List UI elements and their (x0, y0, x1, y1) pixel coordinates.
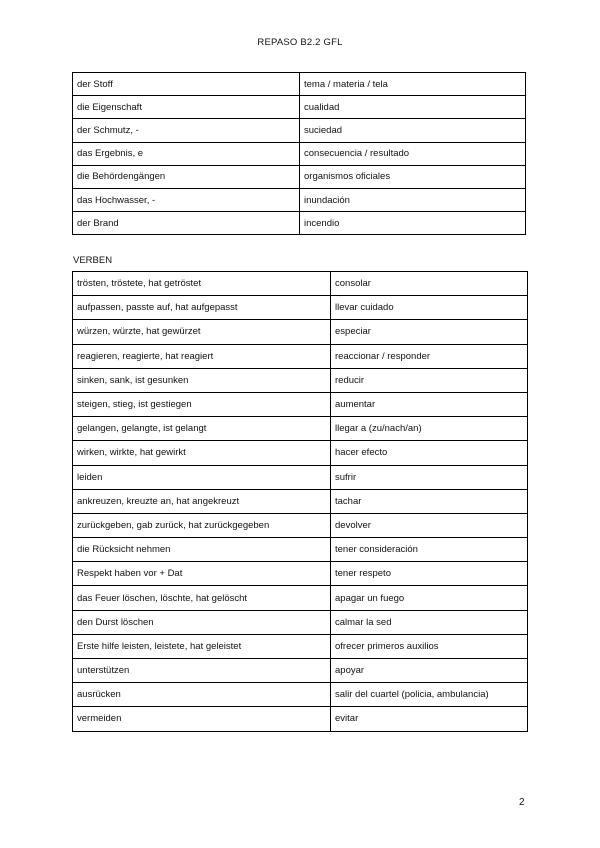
table-row (73, 683, 528, 707)
spanish-translation: inundación (300, 188, 526, 211)
spanish-translation: reaccionar / responder (331, 344, 528, 368)
german-term: der Stoff (73, 73, 300, 96)
table-row (73, 142, 526, 165)
table-row (73, 707, 528, 731)
spanish-translation: cualidad (300, 96, 526, 119)
page-number: 2 (519, 797, 525, 808)
spanish-translation: llevar cuidado (331, 296, 528, 320)
german-verb: vermeiden (73, 707, 331, 731)
german-verb: zurückgeben, gab zurück, hat zurückgegeben (73, 513, 331, 537)
german-verb: unterstützen (73, 659, 331, 683)
german-verb: würzen, würzte, hat gewürzet (73, 320, 331, 344)
german-verb: Respekt haben vor + Dat (73, 562, 331, 586)
spanish-translation: apagar un fuego (331, 586, 528, 610)
spanish-translation: suciedad (300, 119, 526, 142)
spanish-translation: consecuencia / resultado (300, 142, 526, 165)
german-verb: den Durst löschen (73, 610, 331, 634)
spanish-translation: llegar a (zu/nach/an) (331, 417, 528, 441)
german-verb: das Feuer löschen, löschte, hat gelöscht (73, 586, 331, 610)
german-verb: steigen, stieg, ist gestiegen (73, 392, 331, 416)
table-row (73, 659, 528, 683)
table-row (73, 119, 526, 142)
german-term: die Behördengängen (73, 165, 300, 188)
spanish-translation: salir del cuartel (policia, ambulancia) (331, 683, 528, 707)
german-verb: wirken, wirkte, hat gewirkt (73, 441, 331, 465)
page-title: REPASO B2.2 GFL (257, 37, 343, 48)
spanish-translation: devolver (331, 513, 528, 537)
table-row (73, 586, 528, 610)
spanish-translation: tener consideración (331, 538, 528, 562)
table-row (73, 212, 526, 235)
table-row (73, 344, 528, 368)
spanish-translation: evitar (331, 707, 528, 731)
german-verb: gelangen, gelangte, ist gelangt (73, 417, 331, 441)
german-term: der Schmutz, - (73, 119, 300, 142)
table-row (73, 272, 528, 296)
spanish-translation: incendio (300, 212, 526, 235)
table-row (73, 465, 528, 489)
german-verb: sinken, sank, ist gesunken (73, 368, 331, 392)
spanish-translation: especiar (331, 320, 528, 344)
table-row (73, 562, 528, 586)
german-verb: leiden (73, 465, 331, 489)
spanish-translation: apoyar (331, 659, 528, 683)
spanish-translation: aumentar (331, 392, 528, 416)
german-verb: aufpassen, passte auf, hat aufgepasst (73, 296, 331, 320)
table-row (73, 96, 526, 119)
spanish-translation: tema / materia / tela (300, 73, 526, 96)
spanish-translation: ofrecer primeros auxilios (331, 634, 528, 658)
table-row (73, 368, 528, 392)
spanish-translation: tener respeto (331, 562, 528, 586)
spanish-translation: organismos oficiales (300, 165, 526, 188)
german-verb: ausrücken (73, 683, 331, 707)
spanish-translation: sufrir (331, 465, 528, 489)
german-term: die Eigenschaft (73, 96, 300, 119)
table-row (73, 165, 526, 188)
spanish-translation: tachar (331, 489, 528, 513)
spanish-translation: hacer efecto (331, 441, 528, 465)
table-row (73, 73, 526, 96)
table-row (73, 610, 528, 634)
table-row (73, 489, 528, 513)
german-verb: Erste hilfe leisten, leistete, hat geleistet (73, 634, 331, 658)
table-row (73, 634, 528, 658)
table-row (73, 417, 528, 441)
table-row (73, 441, 528, 465)
german-term: das Ergebnis, e (73, 142, 300, 165)
german-verb: reagieren, reagierte, hat reagiert (73, 344, 331, 368)
spanish-translation: calmar la sed (331, 610, 528, 634)
spanish-translation: consolar (331, 272, 528, 296)
table-row (73, 188, 526, 211)
table-row (73, 392, 528, 416)
german-term: das Hochwasser, - (73, 188, 300, 211)
table-row (73, 296, 528, 320)
verbs-vocabulary-table (72, 271, 528, 732)
german-verb: trösten, tröstete, hat getröstet (73, 272, 331, 296)
table-row (73, 513, 528, 537)
verbs-section-heading: VERBEN (73, 255, 113, 266)
spanish-translation: reducir (331, 368, 528, 392)
nouns-vocabulary-table (72, 72, 526, 235)
german-verb: die Rücksicht nehmen (73, 538, 331, 562)
german-term: der Brand (73, 212, 300, 235)
german-verb: ankreuzen, kreuzte an, hat angekreuzt (73, 489, 331, 513)
table-row (73, 320, 528, 344)
table-row (73, 538, 528, 562)
